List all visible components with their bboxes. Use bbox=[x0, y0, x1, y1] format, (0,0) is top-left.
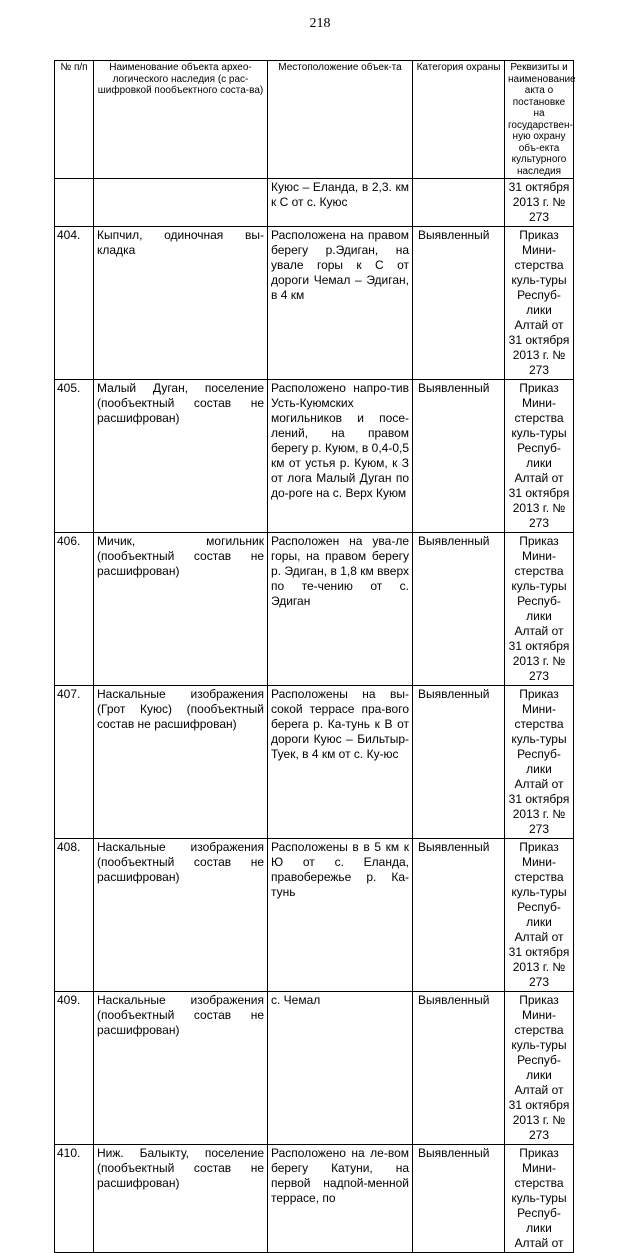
row-requisites: Приказ Мини-стерства куль-туры Респуб-лики Алтай от 31 октября 2013 г. № 273 bbox=[505, 839, 574, 992]
row-location: Расположена на правом берегу р.Эдиган, на увале горы к С от дороги Чемал – Эдиган, в 4 км bbox=[268, 227, 413, 380]
table-row bbox=[55, 992, 574, 1145]
row-requisites: Приказ Мини-стерства куль-туры Респуб-лики Алтай от 31 октября 2013 г. № 273 bbox=[505, 686, 574, 839]
table-row bbox=[55, 380, 574, 533]
header-number: № п/п bbox=[55, 61, 94, 179]
table-row bbox=[55, 533, 574, 686]
table-row bbox=[55, 686, 574, 839]
row-requisites: Приказ Мини-стерства куль-туры Респуб-лики Алтай от 31 октября 2013 г. № 273 bbox=[505, 380, 574, 533]
row-number: 409. bbox=[55, 992, 94, 1145]
row-location: Расположено на ле-вом берегу Катуни, на первой надпой-менной террасе, по bbox=[268, 1145, 413, 1253]
row-category: Выявленный bbox=[413, 1145, 505, 1253]
row-number: 407. bbox=[55, 686, 94, 839]
row-number: 404. bbox=[55, 227, 94, 380]
row-name: Малый Дуган, поселение (пообъектный состав не расшифрован) bbox=[94, 380, 268, 533]
row-category: Выявленный bbox=[413, 839, 505, 992]
continuation-requisites: 31 октября 2013 г. № 273 bbox=[505, 179, 574, 227]
row-category: Выявленный bbox=[413, 686, 505, 839]
continuation-name bbox=[94, 179, 268, 227]
row-name: Наскальные изображения (пообъектный состав не расшифрован) bbox=[94, 992, 268, 1145]
row-requisites: Приказ Мини-стерства куль-туры Респуб-лики Алтай от 31 октября 2013 г. № 273 bbox=[505, 227, 574, 380]
row-location: Расположен на ува-ле горы, на правом берегу р. Эдиган, в 1,8 км вверх по те-чению от с. Эдиган bbox=[268, 533, 413, 686]
row-category: Выявленный bbox=[413, 992, 505, 1145]
page-number: 218 bbox=[309, 16, 331, 31]
row-name: Наскальные изображения (Грот Куюс) (пообъектный состав не расшифрован) bbox=[94, 686, 268, 839]
row-category: Выявленный bbox=[413, 380, 505, 533]
row-name: Мичик, могильник (пообъектный состав не расшифрован) bbox=[94, 533, 268, 686]
row-number: 406. bbox=[55, 533, 94, 686]
row-number: 408. bbox=[55, 839, 94, 992]
row-number: 410. bbox=[55, 1145, 94, 1253]
table-row bbox=[55, 839, 574, 992]
row-requisites: Приказ Мини-стерства куль-туры Респуб-лики Алтай от bbox=[505, 1145, 574, 1253]
row-location: Расположены на вы-сокой террасе пра-вого берега р. Ка-тунь к В от дороги Куюс – Бильтыр-Туек, в 4 км от с. Ку-юс bbox=[268, 686, 413, 839]
header-row bbox=[55, 61, 574, 179]
row-name: Кыпчил, одиночная вы-кладка bbox=[94, 227, 268, 380]
row-location: с. Чемал bbox=[268, 992, 413, 1145]
row-requisites: Приказ Мини-стерства куль-туры Респуб-лики Алтай от 31 октября 2013 г. № 273 bbox=[505, 992, 574, 1145]
heritage-table bbox=[54, 60, 574, 1253]
header-requisites: Реквизиты и наименование акта о постановке на государствен-ную охрану объ-екта культурного наследия bbox=[505, 61, 574, 179]
row-number: 405. bbox=[55, 380, 94, 533]
row-name: Наскальные изображения (пообъектный состав не расшифрован) bbox=[94, 839, 268, 992]
row-category: Выявленный bbox=[413, 227, 505, 380]
table-row-continuation bbox=[55, 179, 574, 227]
header-name: Наименование объекта архео-логического наследия (с рас-шифровкой пообъектного соста-ва) bbox=[94, 61, 268, 179]
continuation-category bbox=[413, 179, 505, 227]
table-row bbox=[55, 1145, 574, 1253]
row-location: Расположено напро-тив Усть-Куюмских могильников и посе-лений, на правом берегу р. Куюм, в 0,4-0,5 км от устья р. Куюм, к З от лога Малый Дуган по до-роге на с. Верх Куюм bbox=[268, 380, 413, 533]
row-category: Выявленный bbox=[413, 533, 505, 686]
row-requisites: Приказ Мини-стерства куль-туры Респуб-лики Алтай от 31 октября 2013 г. № 273 bbox=[505, 533, 574, 686]
continuation-number bbox=[55, 179, 94, 227]
row-name: Ниж. Балыкту, поселение (пообъектный состав не расшифрован) bbox=[94, 1145, 268, 1253]
row-location: Расположены в в 5 км к Ю от с. Еланда, правобережье р. Ка-тунь bbox=[268, 839, 413, 992]
header-location: Местоположение объек-та bbox=[268, 61, 413, 179]
continuation-location: Куюс – Еланда, в 2,3. км к С от с. Куюс bbox=[268, 179, 413, 227]
header-category: Категория охраны bbox=[413, 61, 505, 179]
table-row bbox=[55, 227, 574, 380]
